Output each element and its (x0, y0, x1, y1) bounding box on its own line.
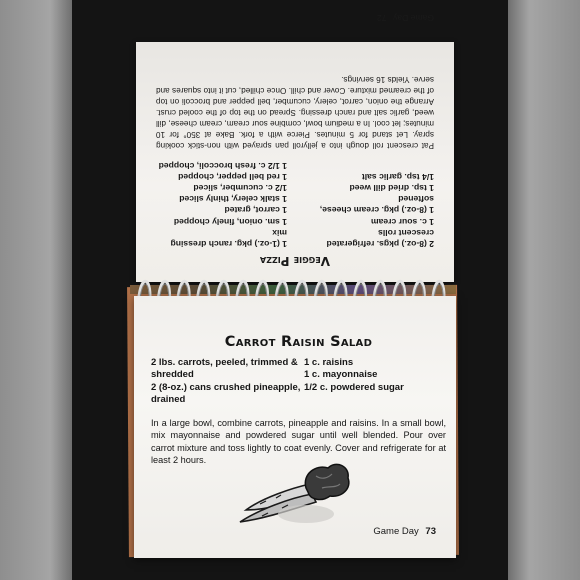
ingredient-item: 1 stalk celery, thinly sliced (179, 194, 288, 205)
ingredient-item: 1 sm. onion, finely chopped (173, 216, 288, 227)
ingredient-item: 1/4 tsp. garlic salt (361, 171, 434, 182)
footer-section: Game Day (373, 526, 419, 537)
carrots-illustration-icon (232, 458, 352, 528)
ingredient-item: 1 tsp. dried dill weed (349, 182, 434, 193)
ingredient-item: 1/2 c. cucumber, sliced (193, 182, 288, 193)
ingredient-item: 1 c. raisins (304, 357, 354, 368)
photo-left-wall (0, 0, 72, 580)
ingredient-item: 2 (8-oz.) pkgs. refrigerated (326, 239, 434, 249)
ingredient-item: 1/2 c. powdered sugar (304, 381, 404, 393)
photo-right-wall (508, 0, 580, 580)
ingredients-right (304, 357, 444, 407)
ingredients (151, 357, 446, 407)
recipe-content (151, 334, 446, 467)
ingredient-item: shredded (151, 369, 194, 381)
ingredient-item: 2 lbs. carrots, peeled, trimmed & (151, 357, 298, 368)
top-footer-page-number: 72 (376, 13, 387, 23)
ingredient-item: 1 1/2 c. fresh broccoli, chopped (158, 160, 288, 171)
top-ingredients-right (156, 159, 287, 249)
ingredient-item: softened (398, 194, 434, 205)
ingredients-left (151, 357, 304, 407)
ingredient-item: 1 c. sour cream (370, 216, 434, 227)
top-footer-section: Game Day (392, 13, 434, 23)
ingredient-item: drained (151, 394, 186, 406)
ingredient-item: 1 c. mayonnaise (304, 369, 378, 381)
recipe-directions: In a large bowl, combine carrots, pineapple and raisins. In a small bowl, mix mayonnaise and powdered sugar until well blended. Pour over carrot mixture and toss lightly to coat evenly. Cover and refrigerate for at least 2 hours. (151, 417, 446, 466)
ingredient-item: 1 red bell pepper, chopped (178, 171, 288, 182)
footer-page-number: 73 (425, 526, 436, 537)
page-footer (373, 526, 436, 537)
top-ingredients (156, 159, 434, 249)
recipe-title: Carrot Raisin Salad (224, 334, 373, 350)
top-recipe-title: Veggie Pizza (259, 254, 331, 268)
ingredient-item: crescent rolls (378, 227, 434, 238)
top-page-footer (377, 12, 434, 23)
ingredient-item: 1 (8-oz.) pkg. cream cheese, (319, 205, 434, 216)
upside-down-page (136, 13, 454, 282)
top-directions: Pat crescent roll dough into a jellyroll pan sprayed with non-stick cooking spray. Let stand for 5 minutes. Pierce with a fork. Bake at 350° for 10 minutes; let cool. In a medium bowl, combine sour cream, cream cheese, dill weed, garlic salt and ranch dressing. Spread on the top of the cooled crust. Arrange the onion, carrot, celery, cucumber, bell pepper and broccoli on top of the creamed mixture. Cover and chill. Once chilled, cut it into squares and serve. Yields 16 servings. (156, 75, 434, 151)
ingredient-item: 2 (8-oz.) cans crushed pineapple, (151, 381, 301, 393)
top-ingredients-left (287, 159, 434, 249)
ingredient-item: 1 carrot, grated (224, 205, 288, 216)
ingredient-item: 1 (1-oz.) pkg. ranch dressing mix (170, 227, 288, 249)
